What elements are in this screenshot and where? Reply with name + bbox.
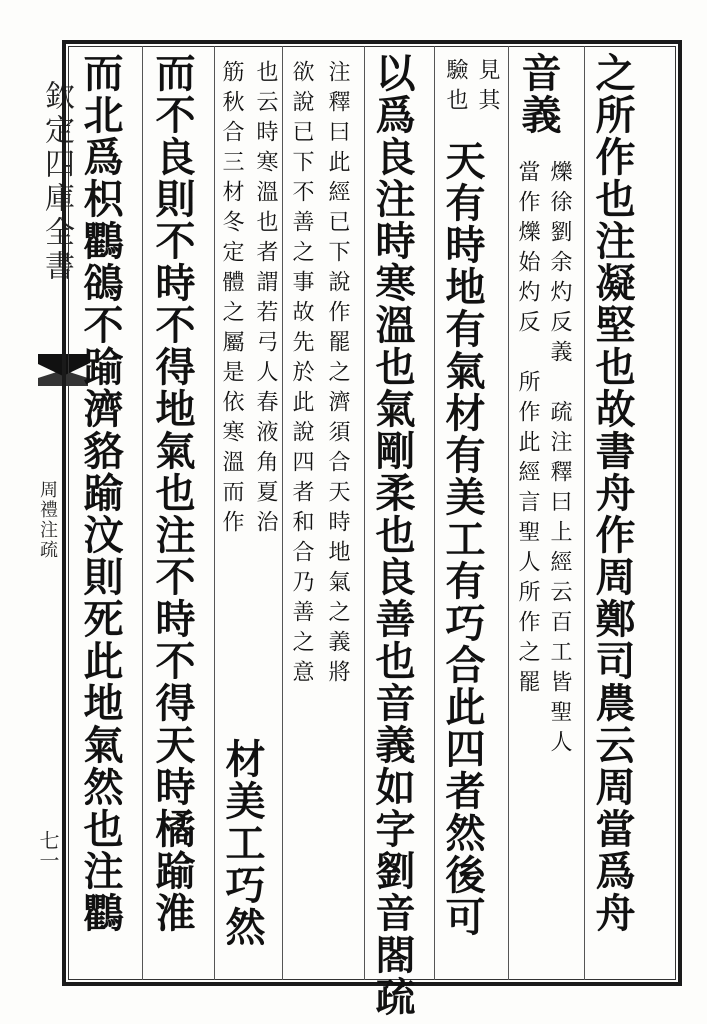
- running-title: 欽定四庫全書: [39, 80, 74, 284]
- text-column-2-small-b: 當作爍始灼反 所作此經言聖人所作之罷: [515, 160, 540, 700]
- column-rule: [142, 46, 143, 980]
- book-title: 周禮注疏: [37, 480, 58, 560]
- text-column-3-small-a: 見其: [475, 58, 500, 118]
- text-column-1: 之所作也注凝堅也故書舟作周鄭司農云周當爲舟: [589, 52, 636, 934]
- text-column-2-small-a: 爍徐劉余灼反義 疏注釋曰上經云百工皆聖人: [547, 160, 572, 760]
- text-column-3-small-b: 驗也: [443, 58, 468, 118]
- text-column-6-small-a: 也云時寒溫也者謂若弓人春液角夏治: [253, 60, 278, 540]
- column-rule: [508, 46, 509, 980]
- text-column-8: 而北爲枳鸜鵒不踰濟貉踰汶則死此地氣然也注鸜: [77, 52, 124, 934]
- column-rule: [364, 46, 365, 980]
- column-rule: [282, 46, 283, 980]
- text-column-3-main: 天有時地有氣材有美工有巧合此四者然後可: [439, 140, 486, 938]
- text-column-5-small-b: 欲說已下不善之事故先於此說四者和合乃善之意: [289, 60, 314, 690]
- margin-strip: [22, 40, 74, 986]
- text-column-7: 而不良則不時不得地氣也注不時不得天時橘踰淮: [149, 52, 196, 934]
- column-rule: [584, 46, 585, 980]
- text-column-2-head: 音義: [515, 52, 562, 136]
- text-column-6-main: 材美工巧然: [219, 738, 266, 948]
- column-rule: [434, 46, 435, 980]
- text-column-4: 以爲良注時寒溫也氣剛柔也良善也音義如字劉音閤疏: [369, 52, 416, 1018]
- text-column-5-small-a: 注釋曰此經已下說作罷之濟須合天時地氣之義將: [325, 60, 350, 690]
- column-rule: [214, 46, 215, 980]
- text-column-6-small-b: 筋秋合三材冬定體之屬是依寒溫而作: [219, 60, 244, 540]
- page-number: 七一: [36, 830, 60, 870]
